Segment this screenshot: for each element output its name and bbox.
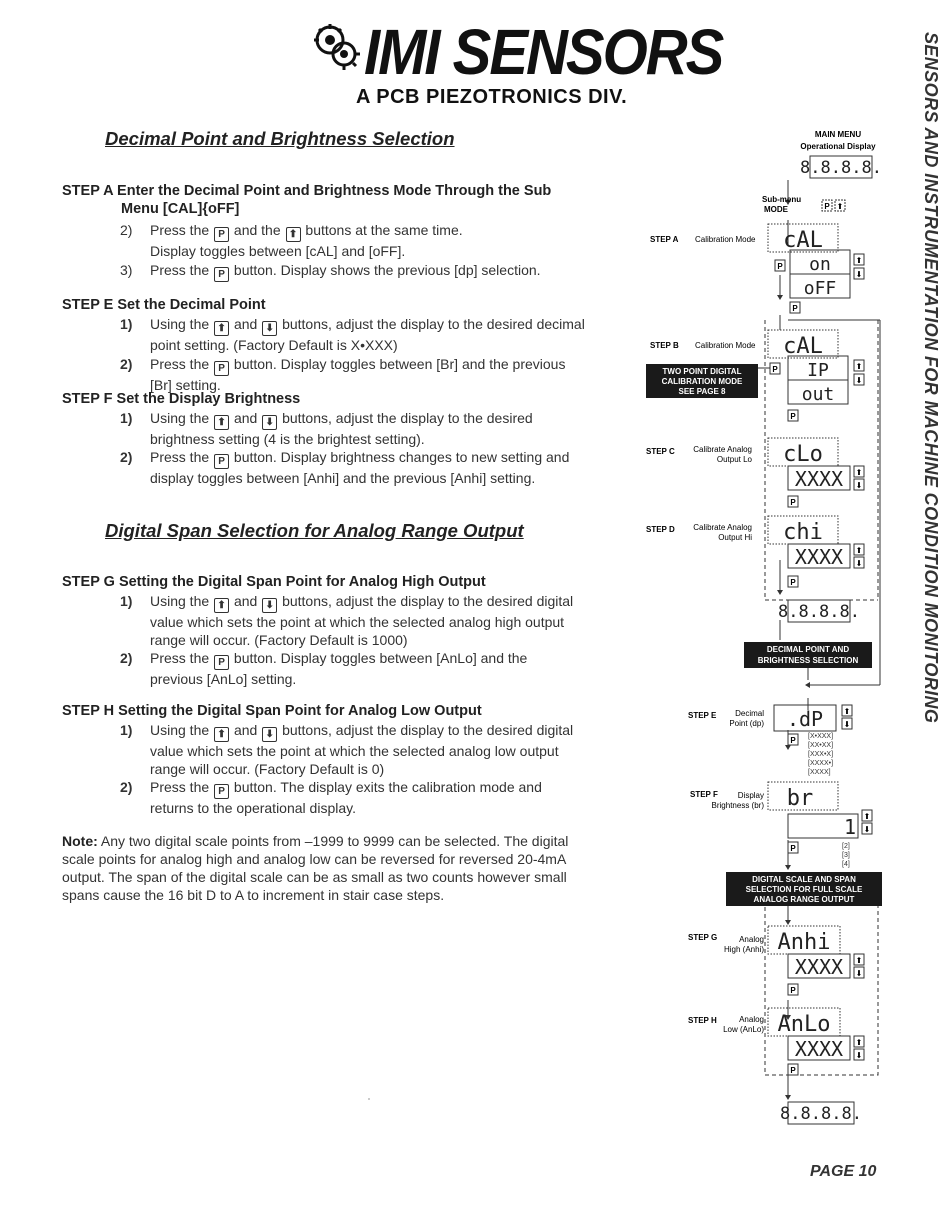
chi-display-value: chi	[783, 520, 823, 545]
down-key-label: ⬇	[855, 270, 863, 279]
down-key-label: ⬇	[855, 481, 863, 490]
p-key-icon: P	[214, 655, 229, 670]
step-a-desc: Calibration Mode	[695, 235, 756, 244]
mode-label: MODE	[764, 205, 788, 214]
option-item: [3]	[842, 852, 850, 859]
down-key-label: ⬇	[863, 825, 871, 834]
down-key-label: ⬇	[843, 720, 851, 729]
two-point-line-3: SEE PAGE 8	[678, 387, 726, 396]
page-number: PAGE 10	[810, 1163, 877, 1180]
p-key-label: P	[790, 844, 796, 853]
down-key-icon: ⬇	[262, 598, 277, 613]
up-key-label: ⬆	[855, 1038, 863, 1047]
p-key-label: P	[790, 412, 796, 421]
two-point-line-2: CALIBRATION MODE	[661, 377, 743, 386]
cal-display-value: cAL	[783, 228, 823, 253]
off-display-value: oFF	[803, 278, 837, 299]
step-h-heading: STEP H Setting the Digital Span Point for Analog Low Output	[62, 703, 482, 719]
step-d-desc-1: Calibrate Analog	[693, 523, 752, 532]
clo-display-value: cLo	[783, 442, 823, 467]
step-a-label: STEP A	[650, 235, 679, 244]
option-item: [X•XXX]	[808, 733, 834, 740]
step-g-heading: STEP G Setting the Digital Span Point for Analog High Output	[62, 574, 486, 590]
up-key-label: ⬆	[855, 468, 863, 477]
up-key-icon: ⬆	[286, 227, 301, 242]
p-key-label: P	[790, 736, 796, 745]
step-e-label: STEP E	[688, 711, 717, 720]
out-display-value: out	[801, 384, 835, 405]
p-key-label: P	[790, 498, 796, 507]
up-key-icon: ⬆	[214, 321, 229, 336]
step-c-desc-2: Output Lo	[716, 455, 752, 464]
br-options-list	[842, 843, 850, 868]
step-g-desc-2: High (Anhi)	[723, 945, 764, 954]
step-c-label: STEP C	[646, 447, 675, 456]
span-box-line-1: DIGITAL SCALE AND SPAN	[752, 875, 856, 884]
step-h-desc-2: Low (AnLo)	[723, 1025, 764, 1034]
p-key-label: P	[824, 202, 830, 211]
note-paragraph: Note: Any two digital scale points from –1999 to 9999 can be selected. The digital scale points for analog high and analog low can be reversed for reversed 20-4mA output. The span of the digital scale can be as small as two counts however small spans cause the 16 bit D to A to increment in stair case steps.	[62, 833, 569, 903]
down-key-label: ⬇	[855, 1051, 863, 1060]
decimal-box-line-1: DECIMAL POINT AND	[766, 645, 850, 654]
p-key-icon: P	[214, 361, 229, 376]
decimal-box-line-2: BRIGHTNESS SELECTION	[757, 656, 859, 665]
p-key-icon: P	[214, 454, 229, 469]
on-display-value: on	[809, 254, 831, 275]
xxxx-display-g-value: XXXX	[794, 955, 844, 979]
cal-display-b-value: cAL	[783, 334, 823, 359]
option-item: [XXX•X]	[808, 751, 834, 758]
option-item: [2]	[842, 843, 850, 850]
step-b-label: STEP B	[650, 341, 679, 350]
step-f-desc-1: Display	[737, 791, 764, 800]
down-key-icon: ⬇	[262, 321, 277, 336]
side-banner	[893, 12, 950, 772]
p-key-label: P	[777, 262, 783, 271]
p-key-icon: P	[214, 227, 229, 242]
division-label: A PCB PIEZOTRONICS DIV.	[356, 86, 628, 108]
up-key-icon: ⬆	[214, 415, 229, 430]
step-g-label: STEP G	[688, 933, 718, 942]
up-key-label: ⬆	[855, 546, 863, 555]
operational-display-value: 8.8.8.8.	[800, 158, 882, 178]
p-key-label: P	[772, 365, 778, 374]
brightness-display-value: 1	[843, 815, 857, 839]
speck	[368, 1098, 370, 1100]
two-point-line-1: TWO POINT DIGITAL	[662, 367, 742, 376]
step-d-desc-2: Output Hi	[718, 533, 752, 542]
step-b-desc: Calibration Mode	[695, 341, 756, 350]
option-item: [XXXX•]	[808, 760, 834, 767]
ip-display-value: IP	[807, 360, 829, 381]
up-key-icon: ⬆	[214, 598, 229, 613]
xxxx-display-h-value: XXXX	[794, 1037, 844, 1061]
anlo-display-value: AnLo	[777, 1012, 831, 1037]
span-box-line-2: SELECTION FOR FULL SCALE	[745, 885, 863, 894]
step-d-label: STEP D	[646, 525, 675, 534]
up-key-label: ⬆	[843, 707, 851, 716]
br-display-value: br	[786, 786, 814, 811]
p-key-label: P	[790, 1066, 796, 1075]
span-box-line-3: ANALOG RANGE OUTPUT	[753, 895, 855, 904]
operational-display-3-value: 8.8.8.8.	[780, 1104, 862, 1124]
option-item: [XX•XX]	[808, 742, 834, 749]
dp-display-value: .dP	[786, 707, 824, 731]
step-e-heading: STEP E Set the Decimal Point	[62, 297, 266, 313]
down-key-label: ⬇	[855, 376, 863, 385]
down-key-icon: ⬇	[262, 727, 277, 742]
option-item: [4]	[842, 861, 850, 868]
up-key-icon: ⬆	[214, 727, 229, 742]
operational-display-2-value: 8.8.8.8.	[778, 602, 860, 622]
step-h-desc-1: Analog	[739, 1015, 764, 1024]
step-f-desc-2: Brightness (br)	[711, 801, 764, 810]
p-key-label: P	[790, 578, 796, 587]
brand-logo: IMI SENSORS	[364, 16, 723, 89]
xxxx-display-c-value: XXXX	[794, 467, 844, 491]
flowchart	[640, 120, 890, 1160]
step-f-label: STEP F	[690, 790, 718, 799]
step-a-heading: STEP A Enter the Decimal Point and Brightness Mode Through the Sub Menu [CAL]{oFF]	[62, 183, 552, 217]
p-key-icon: P	[214, 784, 229, 799]
option-item: [XXXX]	[808, 769, 831, 776]
step-c-desc-1: Calibrate Analog	[693, 445, 752, 454]
step-g-desc-1: Analog	[739, 935, 764, 944]
step-e-desc-2: Point (dp)	[729, 719, 764, 728]
up-key-label: ⬆	[863, 812, 871, 821]
section-title-span: Digital Span Selection for Analog Range Output	[105, 520, 524, 541]
xxxx-display-d-value: XXXX	[794, 545, 844, 569]
step-e-desc-1: Decimal	[735, 709, 764, 718]
p-key-label: P	[790, 986, 796, 995]
up-key-label: ⬆	[855, 256, 863, 265]
up-key-label: ⬆	[836, 202, 844, 211]
sub-menu-label: Sub-menu	[762, 195, 802, 204]
up-key-label: ⬆	[855, 956, 863, 965]
step-h-label: STEP H	[688, 1016, 717, 1025]
logo-gear-icon	[312, 22, 362, 72]
p-key-label: P	[792, 304, 798, 313]
down-key-label: ⬇	[855, 969, 863, 978]
up-key-label: ⬆	[855, 362, 863, 371]
section-title-decimal: Decimal Point and Brightness Selection	[105, 128, 455, 149]
dp-options-list	[808, 733, 833, 776]
main-menu-label: MAIN MENU	[814, 130, 862, 139]
down-key-icon: ⬇	[262, 415, 277, 430]
operational-display-label: Operational Display	[800, 142, 876, 151]
step-f-heading: STEP F Set the Display Brightness	[62, 391, 301, 407]
down-key-label: ⬇	[855, 559, 863, 568]
side-banner-text: SENSORS AND INSTRUMENTATION FOR MACHINE CONDITION MONITORING	[921, 32, 941, 724]
p-key-icon: P	[214, 267, 229, 282]
anhi-display-value: Anhi	[777, 930, 831, 955]
